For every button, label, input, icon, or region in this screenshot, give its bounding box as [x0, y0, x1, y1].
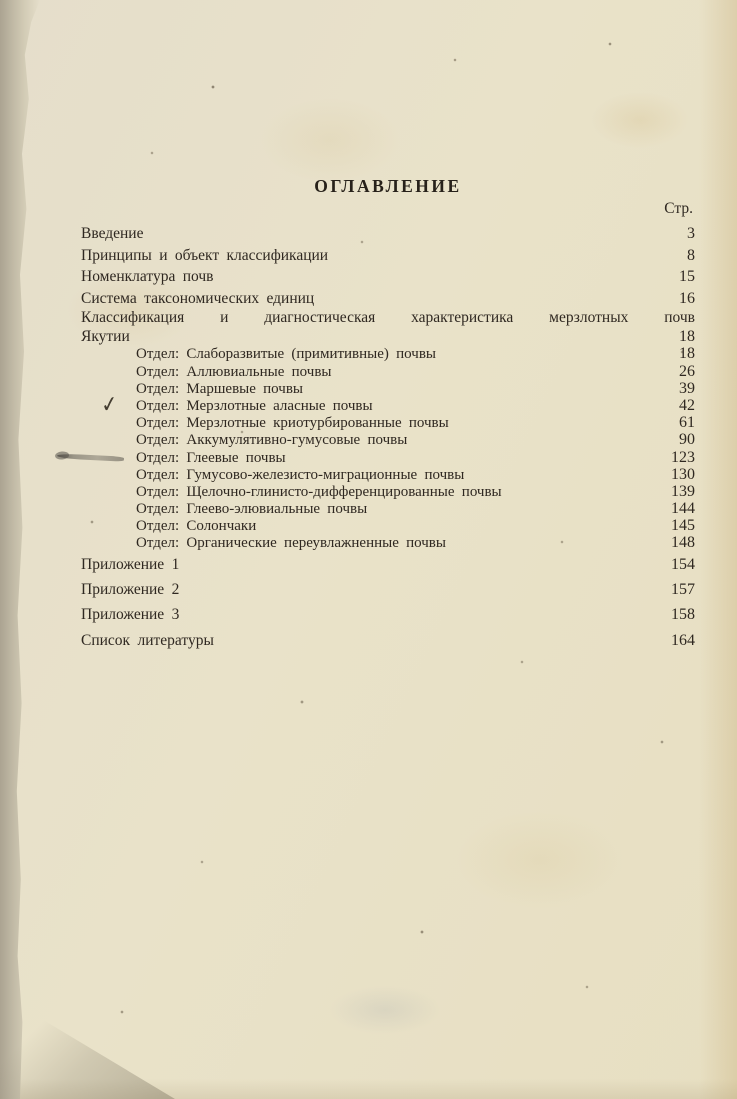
- dot-leader: [343, 372, 657, 376]
- toc-list: [81, 223, 695, 653]
- toc-entry: [81, 380, 695, 397]
- toc-entry: [81, 449, 695, 466]
- toc-entry: [81, 266, 695, 288]
- toc-entry-label: Система таксономических единиц: [81, 289, 315, 307]
- toc-entry-page: 154: [671, 555, 695, 573]
- toc-entry: [81, 628, 695, 653]
- toc-entry: [81, 602, 695, 627]
- page-title: ОГЛАВЛЕНИЕ: [314, 176, 462, 196]
- toc-entry: [81, 552, 695, 577]
- toc-entry-label: Отдел: Мерзлотные аласные почвы: [136, 397, 373, 414]
- toc-content: [81, 176, 695, 653]
- pencil-dash-mark: [57, 453, 124, 461]
- toc-entry: [81, 414, 695, 431]
- toc-entry-page: 3: [687, 225, 695, 242]
- dot-leader: [191, 590, 657, 594]
- torn-left-edge: [0, 0, 40, 1099]
- toc-entry-label: Приложение 3: [81, 606, 180, 624]
- dot-leader: [379, 509, 657, 513]
- dot-leader: [458, 543, 657, 547]
- toc-entry-page: 61: [679, 414, 695, 432]
- toc-entry-label: Отдел: Аллювиальные почвы: [136, 363, 332, 380]
- toc-entry-page: 15: [679, 268, 695, 286]
- toc-entry: [81, 328, 695, 346]
- dot-leader: [226, 641, 657, 645]
- toc-entry-label: Якутии: [81, 327, 130, 345]
- dot-leader: [142, 337, 657, 341]
- toc-entry-page: 18: [679, 345, 695, 363]
- toc-entry-label: Отдел: Органические переувлажненные почвы: [136, 535, 446, 552]
- toc-entry: [81, 577, 695, 602]
- toc-entry-label: Номенклатура почв: [81, 268, 214, 286]
- toc-entry: [81, 431, 695, 448]
- dot-leader: [326, 299, 657, 303]
- toc-entry: [81, 517, 695, 534]
- dot-leader: [514, 492, 657, 496]
- toc-entry-label: Принципы и объект классификации: [81, 246, 329, 264]
- dot-leader: [419, 440, 657, 444]
- toc-entry-page: 8: [687, 246, 695, 264]
- toc-entry-label: Отдел: Аккумулятивно-гумусовые почвы: [136, 432, 408, 449]
- dot-leader: [298, 458, 657, 462]
- toc-entry-page: 39: [679, 379, 695, 397]
- page-column-header: Стр.: [664, 200, 693, 217]
- toc-entry-page: 130: [671, 465, 695, 483]
- toc-entry-label: Отдел: Слаборазвитые (примитивные) почвы: [136, 346, 436, 363]
- toc-entry-page: 16: [679, 289, 695, 307]
- dot-leader: [315, 389, 657, 393]
- dot-leader: [191, 615, 657, 619]
- dot-leader: [461, 423, 657, 427]
- toc-entry: [81, 466, 695, 483]
- toc-entry-label: Отдел: Гумусово-железисто-миграционные почвы: [136, 466, 465, 483]
- toc-entry-label: Отдел: Глеево-элювиальные почвы: [136, 501, 368, 518]
- toc-entry-page: 123: [671, 448, 695, 466]
- dot-leader: [225, 277, 657, 281]
- dot-leader: [385, 406, 657, 410]
- toc-entry-page: 42: [679, 396, 695, 414]
- toc-entry-label: Список литературы: [81, 631, 214, 649]
- toc-entry-page: 157: [671, 581, 695, 599]
- toc-entry: [81, 288, 695, 310]
- toc-entry-label: Отдел: Мерзлотные криотурбированные почвы: [136, 415, 449, 432]
- toc-entry-page: 144: [671, 500, 695, 518]
- toc-entry: [81, 534, 695, 551]
- toc-entry: [81, 345, 695, 362]
- toc-entry: [81, 363, 695, 380]
- toc-entry-label: Отдел: Солончаки: [136, 518, 257, 535]
- toc-entry-page: 26: [679, 362, 695, 380]
- toc-entry: [81, 223, 695, 245]
- toc-entry-label: Отдел: Маршевые почвы: [136, 380, 303, 397]
- toc-entry: [81, 500, 695, 517]
- toc-entry-page: 139: [671, 482, 695, 500]
- toc-entry-label: Приложение 2: [81, 581, 180, 599]
- toc-entry: [81, 389, 695, 419]
- toc-entry-label: Введение: [81, 225, 144, 242]
- dot-leader: [155, 234, 657, 238]
- toc-chapter-title-line1: Классификация и диагностическая характеристика мерзлотных почв: [81, 309, 695, 327]
- toc-entry: [81, 245, 695, 267]
- dot-leader: [448, 354, 657, 358]
- toc-entry-page: 18: [679, 327, 695, 345]
- toc-entry-page: 145: [671, 517, 695, 535]
- dot-leader: [340, 256, 657, 260]
- dot-leader: [476, 475, 657, 479]
- pen-checkmark: ✓: [99, 389, 120, 419]
- dot-leader: [191, 565, 657, 569]
- toc-entry-page: 148: [671, 534, 695, 552]
- dot-leader: [268, 526, 657, 530]
- bottom-left-corner-fold: [0, 994, 175, 1099]
- toc-entry-page: 90: [679, 431, 695, 449]
- toc-entry-page: 164: [671, 631, 695, 649]
- toc-entry-page: 158: [671, 606, 695, 624]
- toc-entry-label: Отдел: Щелочно-глинисто-дифференцированные почвы: [136, 483, 502, 500]
- toc-entry-label: Приложение 1: [81, 555, 180, 573]
- toc-entry: [81, 483, 695, 500]
- toc-entry-label: Отдел: Глеевые почвы: [136, 449, 286, 466]
